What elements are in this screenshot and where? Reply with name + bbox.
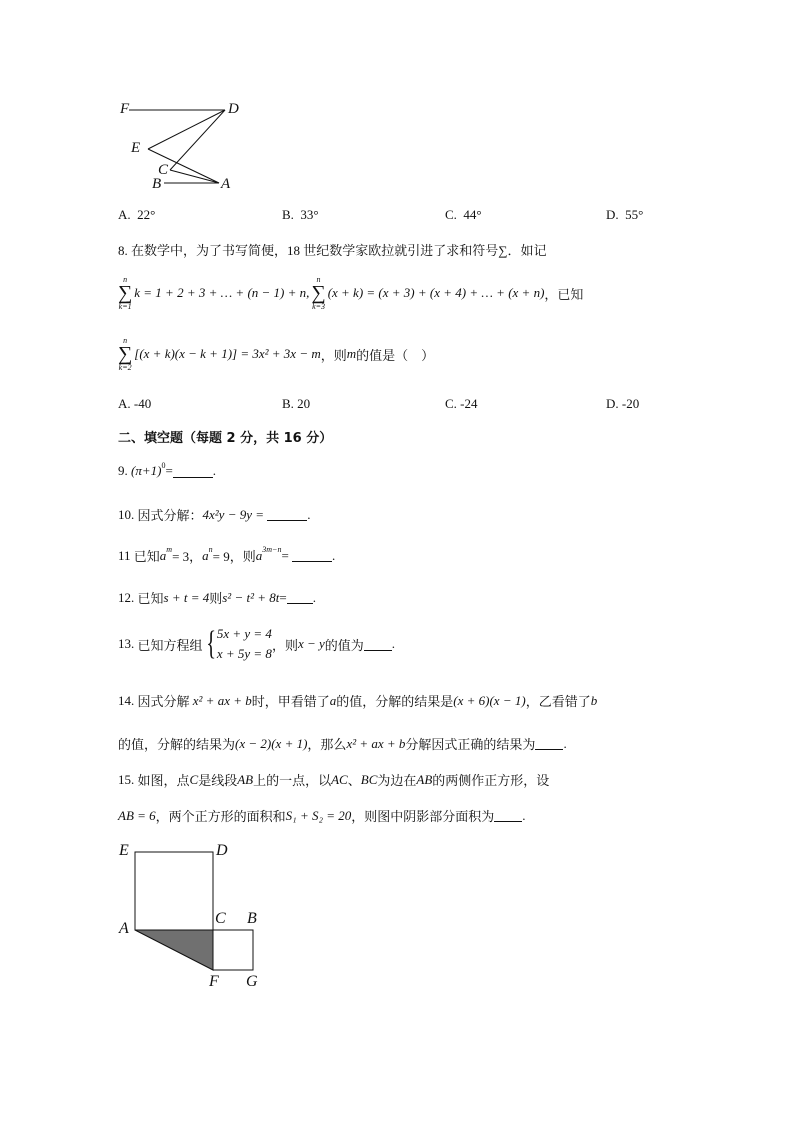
q13: 13. 已知方程组 { 5x + y = 4 x + 5y = 8 ，则 x − y 的值为 . [118, 625, 396, 662]
q8-intro: 8. 在数学中，为了书写简便，18 世纪数学家欧拉就引进了求和符号∑．如记 [118, 243, 547, 258]
q9: 9. (π+1) $^0$ = . [118, 460, 217, 478]
q14-line1: 14. 因式分解 x² + ax + b 时，甲看错了 a 的值，分解的结果是 (x + 6)(x − 1) ，乙看错了 b [118, 692, 598, 709]
q8-option-d[interactable]: D. -20 [606, 396, 640, 411]
label-D: D [216, 842, 228, 859]
sum-symbol-2: n ∑ k=3 [311, 275, 326, 311]
q11-answer-blank[interactable] [292, 549, 332, 562]
q15-line2: AB = 6 ，两个正方形的面积和 S₁ + S₂ = 20 ，则图中阴影部分面积为 . [118, 807, 526, 824]
label-B: B [152, 176, 162, 192]
label-E: E [119, 842, 129, 859]
q14-line2: 的值，分解的结果为 (x − 2)(x + 1) ，那么 x² + ax + b 分解因式正确的结果为 . [118, 735, 567, 752]
q8-option-a[interactable]: A. -40 [118, 396, 152, 411]
q9-answer-blank[interactable] [173, 465, 213, 478]
label-F: F [120, 101, 130, 117]
label-F: F [209, 973, 219, 990]
section-title: 二、填空题（每题 2 分，共 16 分） [118, 431, 333, 446]
label-A: A [221, 176, 231, 192]
q15-answer-blank[interactable] [494, 809, 522, 822]
system-brace: { [205, 625, 216, 662]
label-A: A [119, 920, 129, 937]
q12: 12. 已知 s + t = 4 则 s² − t² + 8t = . [118, 589, 316, 606]
label-B: B [247, 910, 257, 927]
label-C: C [215, 910, 226, 927]
q7-option-b[interactable]: B. 33° [282, 207, 319, 222]
equation-system: 5x + y = 4 x + 5y = 8 [216, 626, 272, 661]
q8-line2: n ∑ k=1 k = 1 + 2 + 3 + … + (n − 1) + n, n ∑ k=3 (x + k) = (x + 3) + (x + 4) + … + (x + n) ，已知 [118, 275, 584, 311]
q10-answer-blank[interactable] [267, 508, 307, 521]
label-C: C [158, 162, 169, 178]
sum-symbol-1: n ∑ k=1 [118, 275, 133, 311]
q14-answer-blank[interactable] [535, 737, 563, 750]
q12-answer-blank[interactable] [287, 591, 313, 604]
q7-option-d[interactable]: D. 55° [606, 207, 644, 222]
q10: 10. 因式分解： 4x²y − 9y = . [118, 506, 311, 523]
figure-angle-diagram [115, 98, 255, 198]
q11: 11 已知 a $^m$ = 3， a $^n$ = 9，则 a $^{3m-n}$ = . [118, 545, 336, 564]
label-E: E [131, 140, 141, 156]
sum-symbol-3: n ∑ k=2 [118, 336, 133, 372]
label-G: G [246, 973, 258, 990]
q15-line1: 15. 如图，点 C 是线段 AB 上的一点，以 AC 、 BC 为边在 AB 的两侧作正方形，设 [118, 771, 550, 788]
q7-option-a[interactable]: A. 22° [118, 207, 156, 222]
figure-squares-diagram [115, 840, 275, 995]
q13-answer-blank[interactable] [364, 638, 392, 651]
q8-option-b[interactable]: B. 20 [282, 396, 311, 411]
q8-line3: n ∑ k=2 [(x + k)(x − k + 1)] = 3x² + 3x − m ，则 m 的值是（ ） [118, 336, 435, 372]
q7-option-c[interactable]: C. 44° [445, 207, 482, 222]
label-D: D [228, 101, 239, 117]
q8-option-c[interactable]: C. -24 [445, 396, 478, 411]
